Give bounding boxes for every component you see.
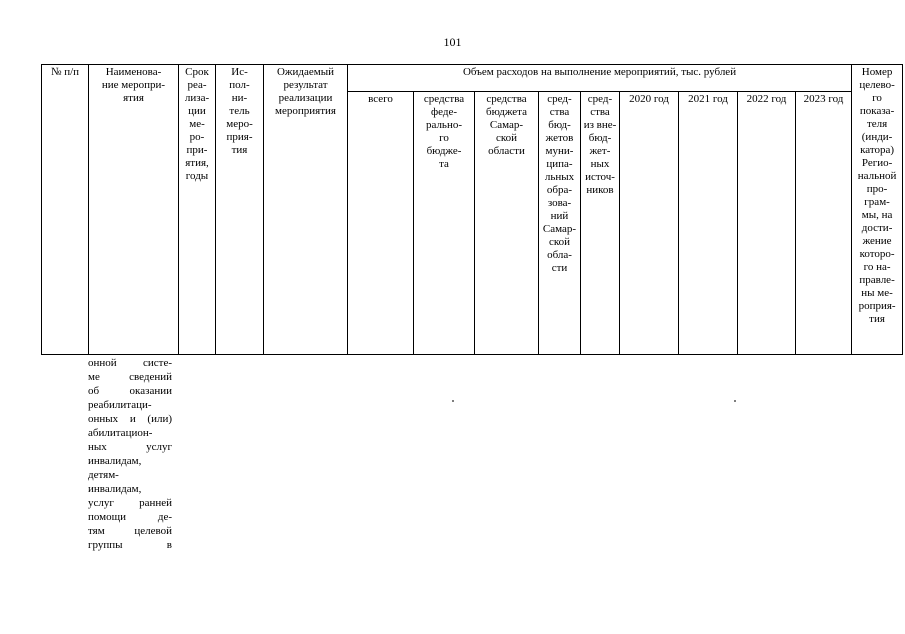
continuation-line: онных и (или) [88,413,172,425]
continuation-line: помощи де- [88,511,172,523]
continuation-line: группы в [88,539,172,551]
subheader-federal: средства феде- рально- го бюдже- та [414,92,475,355]
subheader-extrabudget: сред- ства из вне- бюд- жет- ных источ- ников [581,92,620,355]
subheader-2020: 2020 год [620,92,679,355]
header-executor: Ис- пол- ни- тель меро- прия- тия [216,65,264,355]
scan-speck [452,400,454,402]
continuation-line: детям- [88,469,119,481]
continuation-line: тям целевой [88,525,172,537]
continuation-line: абилитацион- [88,427,153,439]
header-term: Срок реа- лиза- ции ме- ро- при- ятия, годы [179,65,216,355]
measures-table [41,64,903,355]
header-name: Наименова- ние меропри- ятия [89,65,179,355]
subheader-2023: 2023 год [796,92,852,355]
page-number: 101 [443,35,462,49]
continuation-line: ме сведений [88,371,172,383]
continuation-line: реабилитаци- [88,399,152,411]
header-indicator: Номер целево- го показа- теля (инди- катора) Регио- нальной про- грам- мы, на дости- жение которо- го на- правле- ны ме- роприя- тия [852,65,903,355]
subheader-municipal: сред- ства бюд- жетов муни- ципа- льных обра- зова- ний Самар- ской обла- сти [539,92,581,355]
scan-speck [734,400,736,402]
continuation-line: об оказании [88,385,172,397]
measure-name-continuation [88,356,172,552]
header-expenses: Объем расходов на выполнение мероприятий, тыс. рублей [348,65,852,92]
subheader-regional: средства бюджета Самар- ской области [475,92,539,355]
continuation-line: инвалидам, [88,483,142,495]
continuation-line: ных услуг [88,441,172,453]
subheader-2021: 2021 год [679,92,738,355]
subheader-2022: 2022 год [738,92,796,355]
continuation-line: услуг ранней [88,497,172,509]
header-expected-result: Ожидаемый результат реализации мероприятия [264,65,348,355]
continuation-line: онной систе- [88,357,172,369]
header-num: № п/п [42,65,89,355]
subheader-total: всего [348,92,414,355]
continuation-line: инвалидам, [88,455,142,467]
